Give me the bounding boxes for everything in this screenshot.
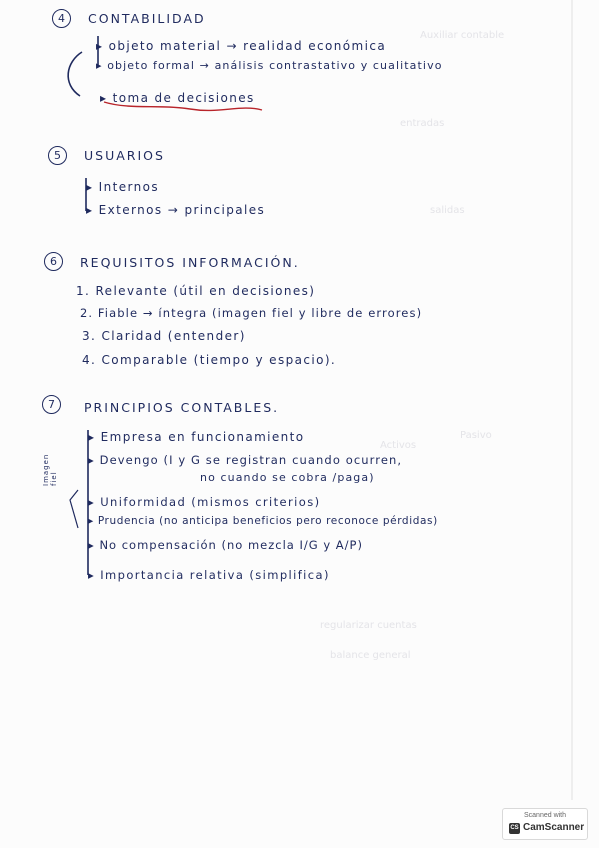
section-6-number: 6 [44, 252, 63, 271]
scanner-watermark [502, 808, 588, 840]
section-7-item-5: ▸ No compensación (no mezcla I/G y A/P) [88, 538, 363, 552]
bullet-arrow-icon: ▸ [86, 180, 99, 194]
section-7-item-2: ▸ Devengo (I y G se registran cuando ocurren, [88, 453, 403, 467]
bullet-arrow-icon: ▸ [88, 453, 100, 467]
section-4-number: 4 [52, 9, 71, 28]
bullet-arrow-icon: ▸ [96, 39, 109, 53]
bullet-arrow-icon: ▸ [88, 495, 101, 509]
right-arrow-icon: → [142, 306, 154, 320]
section-6-item-4: 4. Comparable (tiempo y espacio). [82, 353, 337, 367]
section-7-item-3: ▸ Uniformidad (mismos criterios) [88, 495, 321, 509]
section-7-item-6: ▸ Importancia relativa (simplifica) [88, 568, 330, 582]
section-6-heading: REQUISITOS INFORMACIÓN. [80, 255, 300, 270]
section-7-item-2-continuation: no cuando se cobra /paga) [200, 471, 375, 484]
section-4-item-1: ▸ objeto material → realidad económica [96, 39, 387, 53]
section-7-side-note: Imagen fiel [42, 453, 58, 486]
bullet-arrow-icon: ▸ [96, 59, 108, 72]
section-7-item-4: ▸ Prudencia (no anticipa beneficios pero reconoce pérdidas) [88, 515, 438, 527]
section-6-item-1: 1. Relevante (útil en decisiones) [76, 284, 316, 298]
camscanner-logo-icon: CS [509, 823, 520, 834]
section-5-item-1: ▸ Internos [86, 180, 159, 194]
section-7-heading: PRINCIPIOS CONTABLES. [84, 400, 280, 415]
section-4-decision-note: ▸ toma de decisiones [100, 91, 255, 105]
section-5-item-2: ▸ Externos → principales [86, 203, 266, 217]
right-arrow-icon: → [199, 59, 210, 72]
right-arrow-icon: → [167, 203, 180, 217]
section-5-heading: USUARIOS [84, 148, 165, 163]
section-6-item-3: 3. Claridad (entender) [82, 329, 246, 343]
section-4-heading: CONTABILIDAD [88, 11, 206, 26]
bullet-arrow-icon: ▸ [88, 515, 98, 527]
section-7-number: 7 [42, 395, 61, 414]
bullet-arrow-icon: ▸ [88, 430, 101, 444]
scanner-caption: Scanned with [523, 812, 567, 819]
bullet-arrow-icon: ▸ [86, 203, 99, 217]
bullet-arrow-icon: ▸ [88, 538, 100, 552]
scanned-notes-page: Auxiliar contable entradas salidas Activos Pasivo regularizar cuentas balance general 4 CONTABILIDAD ▸ objeto material → realidad económica ▸ objeto formal → análisis contrastativo y cualitativo ▸ toma de decisiones 5 USUARIOS ▸ Internos ▸ Externos → principales 6 REQUISITOS INFORMACIÓN. 1. Relevante (útil en decisiones) 2. Fiable → íntegra (imagen fiel y libre de errores) 3. Claridad (entender) 4. Comparable (tiempo y espacio). 7 PRINCIPIOS CONTABLES. ▸ Empresa en funcionamiento ▸ Devengo (I y G se registran cuando ocurren, no cuando se cobra /paga) ▸ Uniformidad (mismos criterios) ▸ Prudencia (no anticipa beneficios pero reconoce pérdidas) ▸ No compensación (no mezcla I/G y A/P) ▸ Importancia relativa (simplifica) Imagen fiel Scanned with CS CamScanner [0, 0, 599, 848]
bullet-arrow-icon: ▸ [88, 568, 101, 582]
section-4-item-2: ▸ objeto formal → análisis contrastativo y cualitativo [96, 59, 443, 72]
right-arrow-icon: → [226, 39, 238, 53]
section-7-item-1: ▸ Empresa en funcionamiento [88, 430, 305, 444]
section-6-item-2: 2. Fiable → íntegra (imagen fiel y libre de errores) [80, 306, 423, 320]
bullet-arrow-icon: ▸ [100, 91, 113, 105]
section-5-number: 5 [48, 146, 67, 165]
scanner-brand: CamScanner [523, 822, 585, 833]
